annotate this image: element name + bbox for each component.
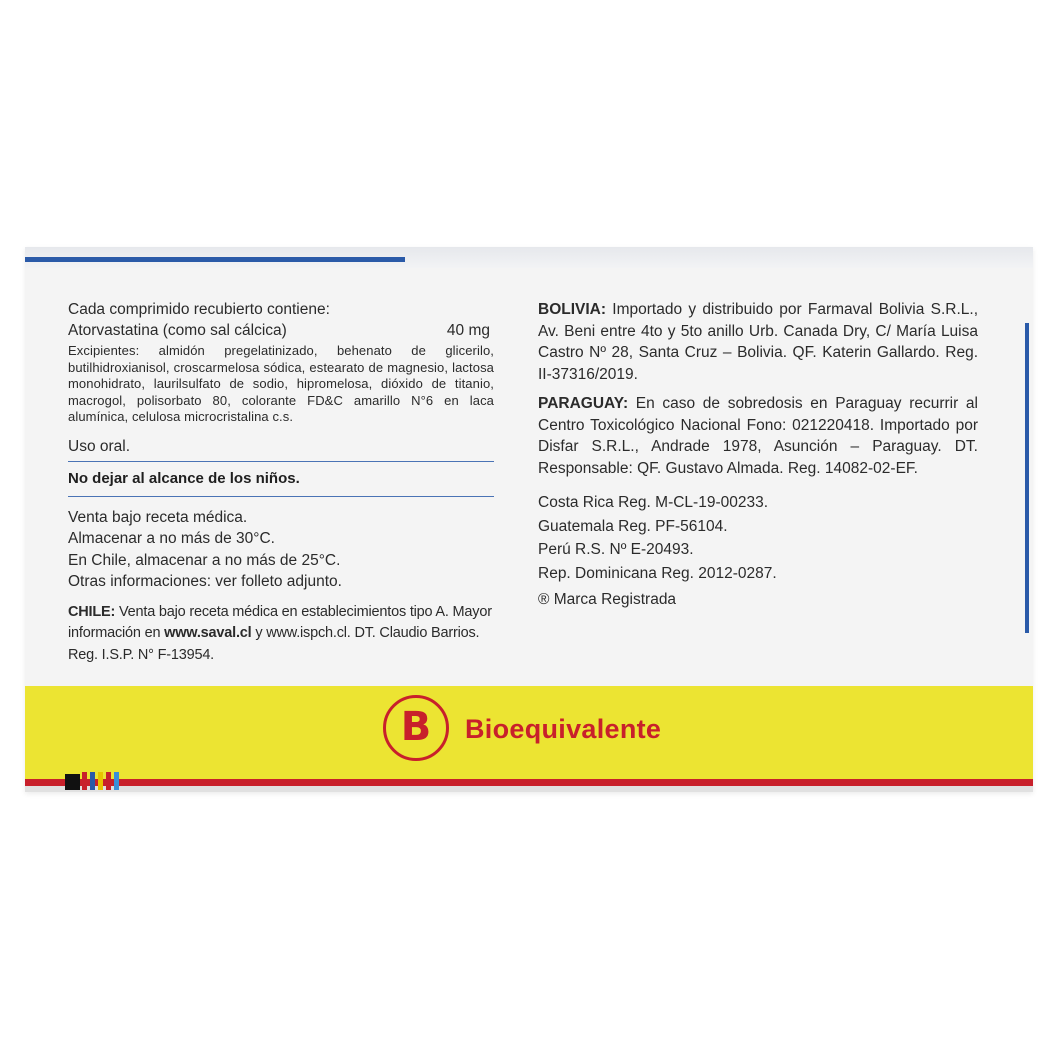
excipients-text: Excipientes: almidón pregelatinizado, behenato de glicerilo, butilhidroxianisol, croscarmelosa sódica, estearato de magnesio, lactosa monohidrato, laurilsulfato de sodio, hipromelosa, dióxido de titanio, macrogol, polisorbato 80, colorante FD&C amarillo N°6 en laca alumínica, celulosa microcristalina c.s. [68, 343, 494, 424]
bolivia-info [538, 299, 978, 385]
side-edge-blue [1025, 323, 1029, 633]
left-text-column [68, 299, 494, 666]
route-of-administration: Uso oral. [68, 437, 131, 455]
red-stripe [25, 779, 1033, 786]
active-ingredient-row [68, 320, 494, 341]
chile-label: CHILE: [68, 603, 116, 620]
storage-line: Otras informaciones: ver folleto adjunto. [68, 573, 342, 590]
color-swatch [98, 772, 103, 790]
dose: 40 mg [446, 322, 490, 339]
storage-block [68, 507, 494, 593]
chile-text-2: y www.ispch.cl. DT. Claudio Barrios. Reg. I.S.P. N° F-13954. [68, 625, 480, 663]
color-swatch [106, 772, 111, 790]
color-swatch [65, 774, 80, 790]
color-swatch [114, 772, 119, 790]
paraguay-label: PARAGUAY: [538, 395, 629, 412]
child-warning: No dejar al alcance de los niños. [68, 469, 300, 487]
medicine-box-back-panel [25, 247, 1033, 792]
registration-item: Costa Rica Reg. M-CL-19-00233. [538, 494, 769, 511]
trademark-notice: ® Marca Registrada [538, 591, 677, 608]
color-swatch [82, 772, 87, 790]
storage-line: En Chile, almacenar a no más de 25°C. [68, 551, 341, 569]
paraguay-info [538, 393, 978, 479]
registration-item: Guatemala Reg. PF-56104. [538, 517, 728, 535]
active-ingredient: Atorvastatina (como sal cálcica) [68, 322, 287, 339]
saval-website-link: www.saval.cl [164, 625, 252, 641]
paraguay-text: En caso de sobredosis en Paraguay recurrir al Centro Toxicológico Nacional Fono: 021220418. Importado por Disfar S.R.L., Andrade 1978, Asunción – Paraguay. DT. Responsable: QF. Gustavo Almada. Reg. 14082-02-EF. [538, 395, 978, 477]
badge-letter: B [400, 704, 432, 750]
registration-item: Perú R.S. Nº E-20493. [538, 541, 694, 558]
composition-heading: Cada comprimido recubierto contiene: [68, 301, 330, 318]
right-text-column [538, 299, 978, 610]
chile-info [68, 602, 494, 667]
chile-text-1: Venta bajo receta médica en establecimientos tipo A. Mayor información en [68, 603, 492, 641]
bioequivalent-label: Bioequivalente [465, 714, 662, 744]
flap-blue-strip [25, 257, 405, 262]
registration-list [538, 491, 978, 585]
bolivia-text: Importado y distribuido por Farmaval Bolivia S.R.L., Av. Beni entre 4to y 5to anillo Urb. Canada Dry, C/ María Luisa Castro Nº 28, Santa Cruz – Bolivia. QF. Katerin Gallardo. Reg. II-37316/2019. [538, 301, 978, 383]
storage-line: Almacenar a no más de 30°C. [68, 530, 275, 547]
registration-item: Rep. Dominicana Reg. 2012-0287. [538, 564, 777, 582]
print-color-swatches [65, 770, 122, 790]
top-flap [25, 247, 1033, 268]
bottom-edge [25, 786, 1033, 792]
divider-bottom [68, 496, 494, 497]
color-swatch [90, 772, 95, 790]
bioequivalent-badge-icon [383, 695, 449, 761]
bolivia-label: BOLIVIA: [538, 301, 607, 318]
storage-line: Venta bajo receta médica. [68, 508, 248, 526]
